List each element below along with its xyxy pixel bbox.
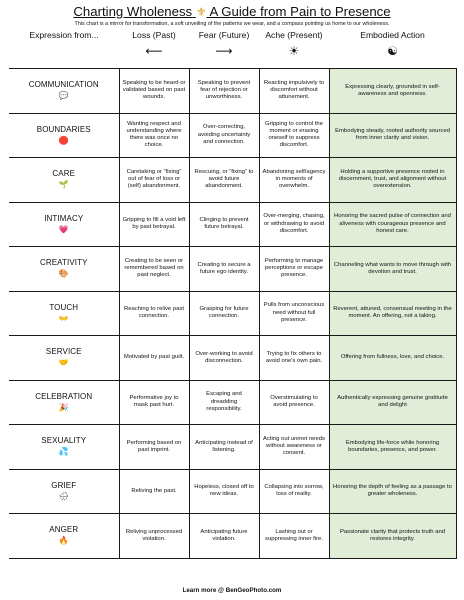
table-row xyxy=(9,469,456,514)
cell-loss: Reaching to relive past connection. xyxy=(119,291,189,336)
cell-ache: Reacting impulsively to discomfort without attunement. xyxy=(259,69,329,114)
row-emoji-icon: 💦 xyxy=(58,447,69,457)
table-row xyxy=(9,69,456,114)
cell-fear: Hopeless, closed off to new ideas. xyxy=(189,469,259,514)
title-left: Charting Wholeness xyxy=(73,4,193,19)
cell-ache: Abandoning self/agency in moments of overwhelm. xyxy=(259,158,329,203)
row-emoji-icon: 👐 xyxy=(58,313,69,323)
row-header xyxy=(9,69,119,114)
column-header-label: Fear (Future) xyxy=(198,30,250,40)
wholeness-chart-table xyxy=(9,30,457,559)
cell-fear: Anticipating instead of listening. xyxy=(189,425,259,470)
row-emoji-icon: 💬 xyxy=(58,91,69,101)
yin-yang-icon: ☯ xyxy=(387,44,398,58)
row-header xyxy=(9,158,119,203)
cell-ache: Trying to fix others to avoid one's own pain. xyxy=(259,336,329,381)
row-label: SEXUALITY xyxy=(41,436,87,446)
row-header xyxy=(9,202,119,247)
cell-ache: Overstimulating to avoid presence. xyxy=(259,380,329,425)
row-emoji-icon: 🔥 xyxy=(58,536,69,546)
cell-embodied: Embodying steady, rooted authority sourced from inner clarity and vision. xyxy=(329,113,456,158)
row-label: CREATIVITY xyxy=(39,258,88,268)
table-header-row xyxy=(9,30,456,69)
row-emoji-icon: 🎉 xyxy=(58,402,69,412)
table-row xyxy=(9,425,456,470)
row-label: SERVICE xyxy=(45,347,82,357)
row-emoji-icon: 🌧 xyxy=(58,491,69,501)
table-row xyxy=(9,158,456,203)
cell-fear: Anticipating future violation. xyxy=(189,514,259,559)
row-label: TOUCH xyxy=(49,302,79,312)
cell-embodied: Honoring the depth of feeling as a passage to greater wholeness. xyxy=(329,469,456,514)
cell-loss: Performative joy to mask past hurt. xyxy=(119,380,189,425)
row-header xyxy=(9,336,119,381)
title-right: A Guide from Pain to Presence xyxy=(209,4,391,19)
cell-ache: Acting out unmet needs without awareness or consent. xyxy=(259,425,329,470)
cell-fear: Grasping for future connection. xyxy=(189,291,259,336)
row-label: COMMUNICATION xyxy=(28,80,99,90)
table-row xyxy=(9,113,456,158)
row-header xyxy=(9,514,119,559)
row-header xyxy=(9,291,119,336)
column-header-fear xyxy=(189,30,259,69)
cell-loss: Wanting respect and understanding where there was once no choice. xyxy=(119,113,189,158)
column-header-label: Expression from... xyxy=(29,30,99,40)
cell-ache: Gripping to control the moment or erasing oneself to suppress discomfort. xyxy=(259,113,329,158)
page-subtitle: This chart is a mirror for transformation, a soft unveiling of the patterns we wear, and a compass pointing us home to our wholeness. xyxy=(74,21,390,27)
table-body xyxy=(9,69,456,559)
row-header xyxy=(9,425,119,470)
row-label: BOUNDARIES xyxy=(36,124,91,134)
cell-embodied: Expressing clearly, grounded in self-awareness and openness. xyxy=(329,69,456,114)
cell-fear: Speaking to prevent fear of rejection or unworthiness. xyxy=(189,69,259,114)
cell-embodied: Holding a supportive presence rooted in discernment, trust, and alignment without overextension. xyxy=(329,158,456,203)
column-header-embodied xyxy=(329,30,456,69)
table-row xyxy=(9,380,456,425)
row-header xyxy=(9,380,119,425)
right-arrow-icon: ⟶ xyxy=(215,44,233,58)
table-row xyxy=(9,336,456,381)
row-label: CELEBRATION xyxy=(35,391,93,401)
cell-embodied: Embodying life-force while honoring boundaries, presence, and power. xyxy=(329,425,456,470)
cell-ache: Over-merging, chasing, or withdrawing to avoid discomfort. xyxy=(259,202,329,247)
cell-loss: Creating to be seen or remembered based on past neglect. xyxy=(119,247,189,292)
cell-loss: Motivated by past guilt. xyxy=(119,336,189,381)
left-arrow-icon: ⟵ xyxy=(145,44,163,58)
cell-loss: Gripping to fill a void left by past betrayal. xyxy=(119,202,189,247)
sun-icon: ☀ xyxy=(288,44,300,58)
cell-embodied: Offering from fullness, love, and choice. xyxy=(329,336,456,381)
cell-fear: Over-working to avoid disconnection. xyxy=(189,336,259,381)
row-emoji-icon: 💗 xyxy=(58,224,69,234)
row-emoji-icon: 🛑 xyxy=(58,135,69,145)
cell-fear: Creating to secure a future ego identity. xyxy=(189,247,259,292)
column-header-ache xyxy=(259,30,329,69)
cell-embodied: Reverent, attuned, consensual meeting in the moment. An offering, not a taking. xyxy=(329,291,456,336)
cell-embodied: Channeling what wants to move through with devotion and trust. xyxy=(329,247,456,292)
cell-loss: Speaking to be heard or validated based on past wounds. xyxy=(119,69,189,114)
column-header-label: Ache (Present) xyxy=(265,30,323,40)
row-header xyxy=(9,247,119,292)
row-label: ANGER xyxy=(49,525,79,535)
table-row xyxy=(9,291,456,336)
column-header-expression xyxy=(9,30,119,69)
cell-fear: Rescuing, or “fixing” to avoid future abandonment. xyxy=(189,158,259,203)
cell-loss: Performing based on past imprint. xyxy=(119,425,189,470)
cell-ache: Performing to manage perceptions or escape presence. xyxy=(259,247,329,292)
row-label: INTIMACY xyxy=(44,213,84,223)
cell-loss: Reliving the past. xyxy=(119,469,189,514)
cell-fear: Escaping and dreadding responsibility. xyxy=(189,380,259,425)
column-header-label: Loss (Past) xyxy=(132,30,176,40)
row-label: GRIEF xyxy=(51,480,77,490)
row-emoji-icon: 🎨 xyxy=(58,269,69,279)
page-title xyxy=(0,4,464,19)
row-header xyxy=(9,469,119,514)
column-header-label: Embodied Action xyxy=(360,30,425,40)
column-header-loss xyxy=(119,30,189,69)
cell-ache: Collapsing into sorrow, loss of reality. xyxy=(259,469,329,514)
cell-fear: Over-correcting, avoiding uncertainty and connection. xyxy=(189,113,259,158)
fleur-de-lis-icon: ⚜ xyxy=(195,5,207,19)
cell-ache: Pulls from unconscious need without full presence. xyxy=(259,291,329,336)
cell-loss: Caretaking or “fixing” out of fear of loss or (self) abandonment. xyxy=(119,158,189,203)
table-row xyxy=(9,247,456,292)
row-emoji-icon: 🌱 xyxy=(58,180,69,190)
cell-loss: Reliving unprocessed violation. xyxy=(119,514,189,559)
row-header xyxy=(9,113,119,158)
table-row xyxy=(9,202,456,247)
cell-embodied: Authentically expressing genuine gratitude and delight xyxy=(329,380,456,425)
row-label: CARE xyxy=(52,169,76,179)
cell-ache: Lashing out or suppressing inner fire. xyxy=(259,514,329,559)
cell-embodied: Honoring the sacred pulse of connection and aliveness with courageous presence and honest care. xyxy=(329,202,456,247)
cell-embodied: Passionate clarity that protects truth and restores integrity. xyxy=(329,514,456,559)
cell-fear: Clinging to prevent future betrayal. xyxy=(189,202,259,247)
row-emoji-icon: 🤝 xyxy=(58,358,69,368)
footer-link-text: Learn more @ BenGeoPhoto.com xyxy=(182,587,282,594)
table-row xyxy=(9,514,456,559)
